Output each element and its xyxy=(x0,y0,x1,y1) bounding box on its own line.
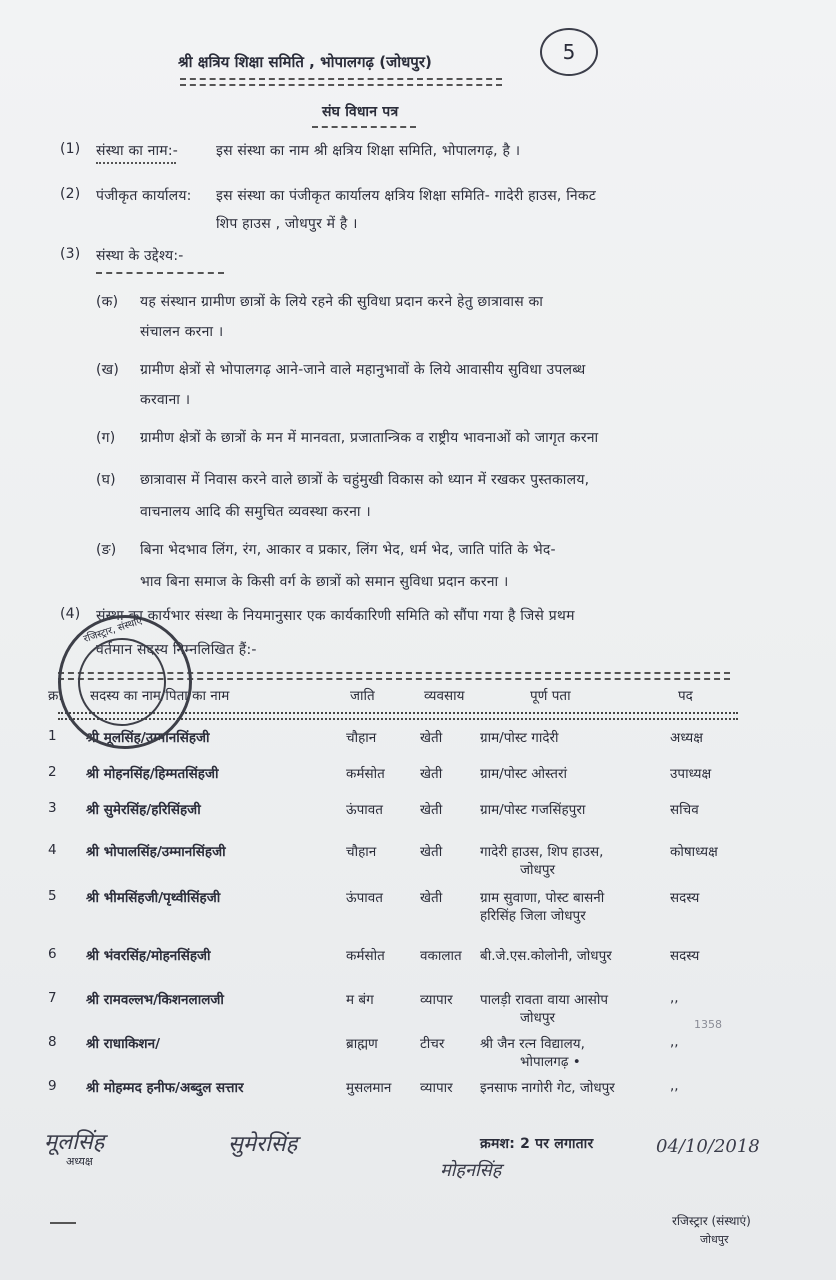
seal-text: रजिस्ट्रार, संस्थाएं xyxy=(82,615,144,646)
header-address: पूर्ण पता xyxy=(530,688,571,704)
row-post: सदस्य xyxy=(670,948,700,964)
row-post: अध्यक्ष xyxy=(670,730,703,746)
row-occupation: खेती xyxy=(420,730,443,746)
row-address-line2: हरिसिंह जिला जोधपुर xyxy=(480,908,586,924)
row-caste: चौहान xyxy=(346,844,377,860)
section-3-number: (3) xyxy=(60,246,81,262)
registrar-title: रजिस्ट्रार (संस्थाएं) xyxy=(672,1214,751,1228)
row-member-name: श्री मोहनसिंह/हिम्मतसिंहजी xyxy=(86,766,219,782)
row-caste: ब्राह्मण xyxy=(346,1036,378,1052)
signature-president-role: अध्यक्ष xyxy=(66,1155,93,1168)
title-underline xyxy=(180,78,502,80)
row-serial: 4 xyxy=(48,842,57,858)
signature-secretary: सुमेरसिंह xyxy=(228,1132,298,1157)
header-name: सदस्य का नाम/पिता का नाम xyxy=(90,688,230,704)
header-serial: क्र. xyxy=(48,688,63,704)
objective-d-line2: वाचनालय आदि की समुचित व्यवस्था करना । xyxy=(140,504,371,520)
row-address: गादेरी हाउस, शिप हाउस, xyxy=(480,844,604,860)
signature-vice-president: मोहनसिंह xyxy=(440,1160,502,1181)
row-serial: 8 xyxy=(48,1034,57,1050)
row-caste: ऊंपावत xyxy=(346,802,383,818)
row-caste: कर्मसोत xyxy=(346,948,385,964)
date-handwritten: 04/10/2018 xyxy=(656,1136,760,1157)
header-caste: जाति xyxy=(350,688,375,704)
row-address-line2: जोधपुर xyxy=(520,862,556,878)
row-serial: 5 xyxy=(48,888,57,904)
header-post: पद xyxy=(678,688,693,704)
row-caste: मुसलमान xyxy=(346,1080,392,1096)
section-4-line2: वर्तमान सदस्य निम्नलिखित हैं:- xyxy=(96,642,257,658)
row-address-line2: भोपालगढ़ • xyxy=(520,1054,581,1070)
row-serial: 1 xyxy=(48,728,57,744)
row-occupation: व्यापार xyxy=(420,1080,453,1096)
section-3-label: संस्था के उद्देश्य:- xyxy=(96,248,184,264)
row-occupation: खेती xyxy=(420,802,443,818)
section-4-line1: संस्था का कार्यभार संस्था के नियमानुसार एक कार्यकारिणी समिति को सौंपा गया है जिसे प्रथम xyxy=(96,608,575,624)
title-underline-2 xyxy=(180,84,502,86)
row-address: पालड़ी रावता वाया आसोप xyxy=(480,992,609,1008)
row-serial: 2 xyxy=(48,764,57,780)
section-1-underline xyxy=(96,162,176,164)
row-address: बी.जे.एस.कोलोनी, जोधपुर xyxy=(480,948,612,964)
row-member-name: श्री भीमसिंहजी/पृथ्वीसिंहजी xyxy=(86,890,221,906)
section-1-label: संस्था का नाम:- xyxy=(96,143,179,159)
row-member-name: श्री भंवरसिंह/मोहनसिंहजी xyxy=(86,948,211,964)
section-2-label: पंजीकृत कार्यालय: xyxy=(96,188,192,204)
row-address: ग्राम/पोस्ट गादेरी xyxy=(480,730,559,746)
section-2-text-line2: शिप हाउस , जोधपुर में है । xyxy=(216,216,358,232)
row-address: ग्राम/पोस्ट ओस्तरां xyxy=(480,766,568,782)
row-address: ग्राम/पोस्ट गजसिंहपुरा xyxy=(480,802,586,818)
page-number-mark: 5 xyxy=(540,28,598,76)
row-caste: चौहान xyxy=(346,730,377,746)
page-title: श्री क्षत्रिय शिक्षा समिति , भोपालगढ़ (जोधपुर) xyxy=(178,53,432,71)
section-4-number: (4) xyxy=(60,606,81,622)
row-occupation: व्यापार xyxy=(420,992,453,1008)
row-caste: ऊंपावत xyxy=(346,890,383,906)
margin-dash xyxy=(50,1222,76,1224)
row-caste: कर्मसोत xyxy=(346,766,385,782)
objective-b-line1: ग्रामीण क्षेत्रों से भोपालगढ़ आने-जाने वाले महानुभावों के लिये आवासीय सुविधा उपलब्ध xyxy=(140,362,586,378)
continued-note: क्रमश: 2 पर लगातार xyxy=(480,1136,594,1152)
row-serial: 3 xyxy=(48,800,57,816)
objective-e-line2: भाव बिना समाज के किसी वर्ग के छात्रों को समान सुविधा प्रदान करना । xyxy=(140,574,509,590)
objective-c-line1: ग्रामीण क्षेत्रों के छात्रों के मन में मानवता, प्रजातान्त्रिक व राष्ट्रीय भावनाओं को जागृत करना xyxy=(140,430,599,446)
row-post: कोषाध्यक्ष xyxy=(670,844,718,860)
section-2-number: (2) xyxy=(60,186,81,202)
objective-c-mark: (ग) xyxy=(96,430,116,446)
objective-a-line1: यह संस्थान ग्रामीण छात्रों के लिये रहने की सुविधा प्रदान करने हेतु छात्रावास का xyxy=(140,294,544,310)
section-2-text-line1: इस संस्था का पंजीकृत कार्यालय क्षत्रिय शिक्षा समिति- गादेरी हाउस, निकट xyxy=(216,188,597,204)
registrar-place: जोधपुर xyxy=(700,1233,729,1246)
objective-e-line1: बिना भेदभाव लिंग, रंग, आकार व प्रकार, लिंग भेद, धर्म भेद, जाति पांति के भेद- xyxy=(140,542,556,558)
row-member-name: श्री मूलसिंह/उम्मानसिंहजी xyxy=(86,730,210,746)
section-3-underline xyxy=(96,272,224,274)
objective-a-line2: संचालन करना । xyxy=(140,324,224,340)
registration-number: 1358 xyxy=(694,1018,722,1031)
objective-d-line1: छात्रावास में निवास करने वाले छात्रों के चहुंमुखी विकास को ध्यान में रखकर पुस्तकालय, xyxy=(140,472,590,488)
row-member-name: श्री राधाकिशन/ xyxy=(86,1036,161,1052)
registrar-seal-inner xyxy=(78,638,166,726)
row-address: श्री जैन रत्न विद्यालय, xyxy=(480,1036,585,1052)
row-address: इनसाफ नागोरी गेट, जोधपुर xyxy=(480,1080,615,1096)
row-serial: 9 xyxy=(48,1078,57,1094)
row-member-name: श्री भोपालसिंह/उम्मानसिंहजी xyxy=(86,844,226,860)
objective-b-mark: (ख) xyxy=(96,362,119,378)
row-post: ,, xyxy=(670,1078,679,1094)
section-1-number: (1) xyxy=(60,141,81,157)
row-member-name: श्री मोहम्मद हनीफ/अब्दुल सत्तार xyxy=(86,1080,244,1096)
row-member-name: श्री रामवल्लभ/किशनलालजी xyxy=(86,992,224,1008)
row-post: उपाध्यक्ष xyxy=(670,766,712,782)
row-post: ,, xyxy=(670,1034,679,1050)
row-address: ग्राम सुवाणा, पोस्ट बासनी xyxy=(480,890,605,906)
row-occupation: खेती xyxy=(420,890,443,906)
row-post: सचिव xyxy=(670,802,699,818)
row-occupation: खेती xyxy=(420,766,443,782)
row-member-name: श्री सुमेरसिंह/हरिसिंहजी xyxy=(86,802,201,818)
objective-b-line2: करवाना । xyxy=(140,392,191,408)
objective-d-mark: (घ) xyxy=(96,472,116,488)
objective-a-mark: (क) xyxy=(96,294,119,310)
row-caste: म बंग xyxy=(346,992,374,1008)
signature-president: मूलसिंह xyxy=(44,1130,105,1155)
objective-e-mark: (ङ) xyxy=(96,542,117,558)
row-occupation: खेती xyxy=(420,844,443,860)
row-serial: 6 xyxy=(48,946,57,962)
header-occupation: व्यवसाय xyxy=(424,688,465,704)
row-occupation: वकालात xyxy=(420,948,462,964)
row-address-line2: जोधपुर xyxy=(520,1010,556,1026)
subtitle-underline xyxy=(312,126,416,128)
row-occupation: टीचर xyxy=(420,1036,445,1052)
row-post: सदस्य xyxy=(670,890,700,906)
section-1-text: इस संस्था का नाम श्री क्षत्रिय शिक्षा समिति, भोपालगढ़, है । xyxy=(216,143,521,159)
row-serial: 7 xyxy=(48,990,57,1006)
document-subtitle: संघ विधान पत्र xyxy=(322,104,399,120)
row-post: ,, xyxy=(670,990,679,1006)
